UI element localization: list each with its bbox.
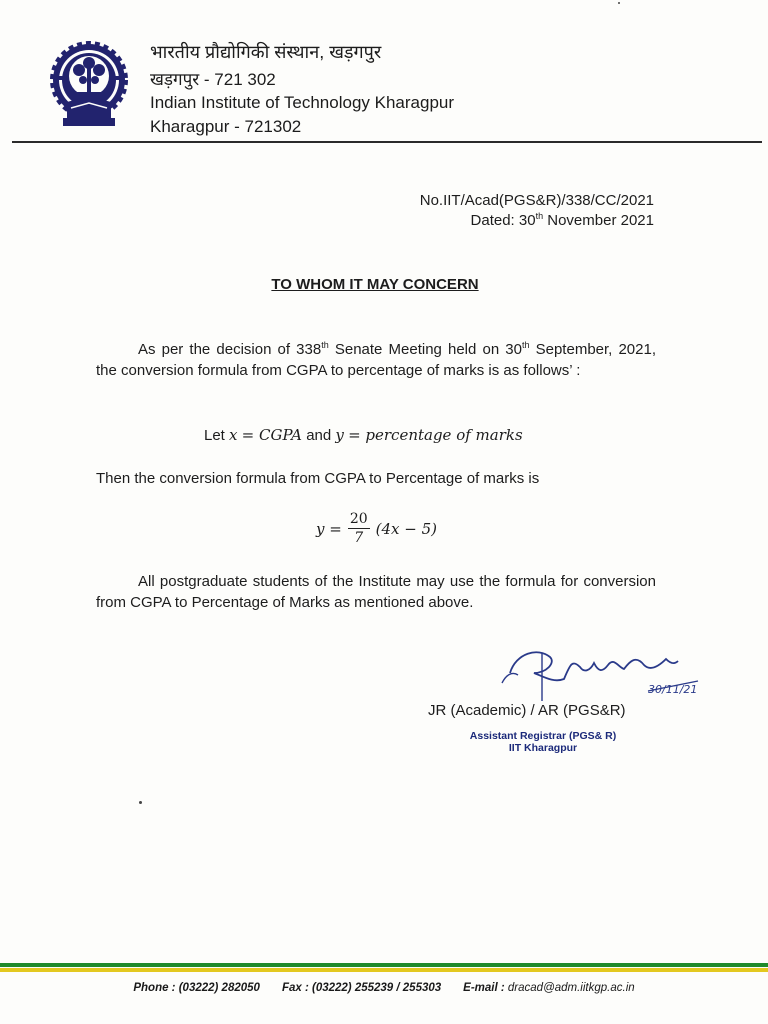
- var-x-def: = CGPA: [241, 426, 303, 444]
- footer-contact: [0, 982, 768, 994]
- letterhead-divider: [12, 141, 762, 143]
- footer-email: [463, 982, 635, 994]
- reference-date: [471, 211, 654, 231]
- formula-fraction: [348, 511, 370, 546]
- fax-value: (03222) 255239 / 255303: [311, 982, 442, 994]
- footer-fax: [282, 982, 441, 994]
- email-label: E-mail :: [463, 982, 505, 994]
- handwritten-signature: [498, 643, 703, 703]
- p1-sup2: th: [521, 340, 530, 350]
- formula-denominator: 7: [354, 530, 364, 546]
- paragraph-usage: [96, 572, 656, 613]
- signatory-designation: JR (Academic) / AR (PGS&R): [428, 702, 626, 719]
- footer-band-yellow: [0, 968, 768, 972]
- var-y-def: = percentage of marks: [348, 426, 523, 444]
- var-y: y: [335, 426, 344, 444]
- let-and: and: [306, 427, 332, 444]
- p1-b: Senate Meeting held on 30: [328, 341, 522, 358]
- institute-name-hindi: भारतीय प्रौद्योगिकी संस्थान, खड़गपुर: [150, 42, 382, 62]
- date-sup: th: [535, 211, 544, 221]
- p1-sup1: th: [321, 340, 329, 350]
- phone-label: Phone :: [133, 982, 176, 994]
- stamp-line-1: Assistant Registrar (PGS& R): [469, 730, 617, 742]
- institute-address-english: Kharagpur - 721302: [150, 117, 302, 136]
- email-value: dracad@adm.iitkgp.ac.in: [507, 982, 635, 994]
- stamp-line-2: IIT Kharagpur: [508, 742, 578, 754]
- variable-definition: [204, 426, 523, 444]
- reference-number: No.IIT/Acad(PGS&R)/338/CC/2021: [419, 192, 654, 209]
- formula-rhs: (4x − 5): [375, 519, 437, 538]
- var-x: x: [229, 426, 238, 444]
- scan-speck: [139, 801, 142, 804]
- footer-phone: [133, 982, 260, 994]
- phone-value: (03222) 282050: [178, 982, 260, 994]
- formula-lhs: y =: [316, 519, 342, 538]
- let-prefix: Let: [204, 427, 225, 444]
- date-suffix: November 2021: [543, 212, 654, 229]
- p1-a: As per the decision of 338: [138, 341, 322, 358]
- institute-address-hindi: खड़गपुर - 721 302: [150, 70, 276, 89]
- iit-kharagpur-emblem-icon: [49, 40, 129, 128]
- p1-c: September, 2021, the conversion formula from CGPA to percentage of marks is as follows’ :: [96, 341, 656, 379]
- scan-speck: [618, 2, 620, 4]
- date-prefix: Dated: 30: [470, 212, 536, 229]
- signature-date: 30/11/21: [648, 683, 698, 696]
- paragraph-decision: [96, 340, 656, 381]
- formula-numerator: 20: [349, 511, 368, 527]
- subject-heading: TO WHOM IT MAY CONCERN: [271, 276, 479, 293]
- conversion-formula: [316, 511, 437, 546]
- institute-name-english: Indian Institute of Technology Kharagpur: [150, 93, 455, 112]
- official-stamp: [450, 730, 636, 754]
- paragraph-formula-intro: Then the conversion formula from CGPA to Percentage of marks is: [96, 470, 540, 487]
- fax-label: Fax :: [281, 982, 309, 994]
- footer-band-green: [0, 963, 768, 967]
- p3-text: All postgraduate students of the Institute may use the formula for conversion from CGPA to Percentage of Marks as mentioned above.: [96, 573, 656, 611]
